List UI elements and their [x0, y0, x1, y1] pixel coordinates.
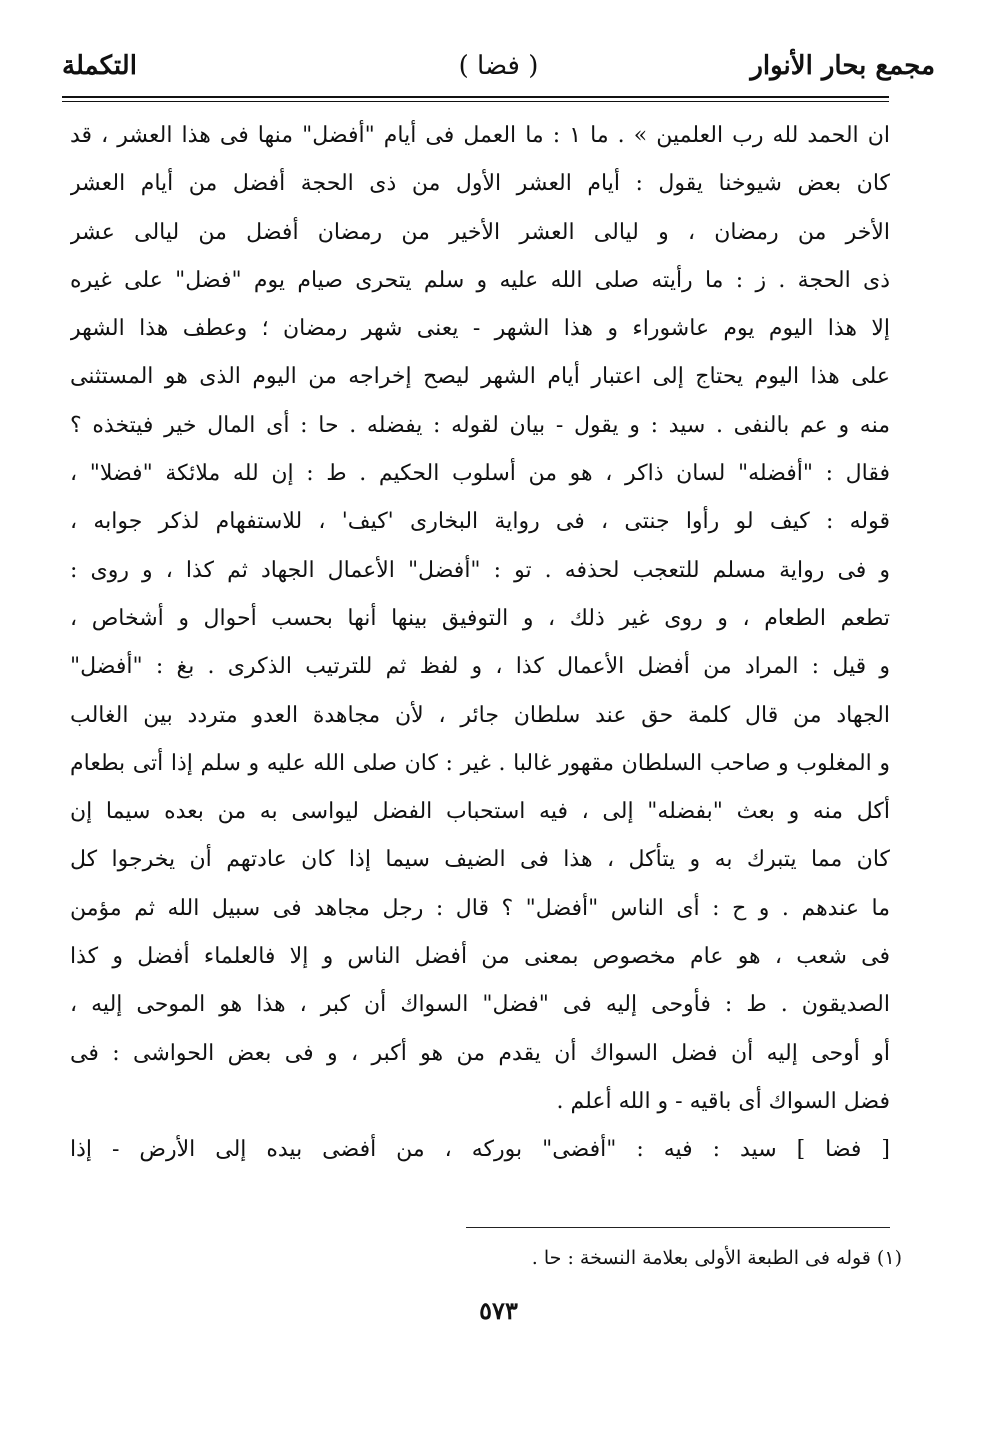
text-line: و فى رواية مسلم للتعجب لحذفه . تو : "أفضل" الأعمال الجهاد ثم كذا ، و روى :: [70, 557, 890, 583]
text-line: منه و عم بالنفى . سيد : و يقول - بيان لقوله : يفضله . حا : أى المال خير فيتخذه ؟: [70, 412, 890, 438]
text-line: كان مما يتبرك به و يتأكل ، هذا فى الضيف سيما إذا كان عادتهم أن يخرجوا كل: [70, 847, 890, 873]
text-line: ذى الحجة . ز : ما رأيته صلى الله عليه و سلم يتحرى صيام يوم "فضل" على غيره: [70, 267, 890, 293]
footnote-rule: [466, 1227, 890, 1228]
section-title: التكملة: [62, 51, 137, 81]
text-line: ما عندهم . و ح : أى الناس "أفضل" ؟ قال : رجل مجاهد فى سبيل الله ثم مؤمن: [70, 895, 890, 921]
running-head: [62, 44, 935, 88]
text-line: تطعم الطعام ، و روى غير ذلك ، و التوفيق بينها أنها بحسب أحوال و أشخاص ،: [70, 605, 890, 631]
text-line: على هذا اليوم يحتاج إلى اعتبار أيام الشهر ليصح إخراجه من اليوم الذى هو المستثنى: [70, 364, 890, 390]
book-title: مجمع بحار الأنوار: [750, 51, 935, 81]
body-text: [70, 112, 890, 1175]
header-rule-thin: [62, 101, 889, 102]
footnote: (١) قوله فى الطبعة الأولى بعلامة النسخة : حا .: [531, 1247, 902, 1269]
text-line: قوله : كيف لو رأوا جنتى ، فى رواية البخارى 'كيف' ، للاستفهام لذكر جوابه ،: [70, 509, 890, 535]
text-line: ان الحمد لله رب العلمين » . ما ١ : ما العمل فى أيام "أفضل" منها فى هذا العشر ، قد: [70, 123, 890, 148]
text-line: و المغلوب و صاحب السلطان مقهور غالبا . غير : كان صلى الله عليه و سلم إذا أتى بطعام: [70, 750, 890, 776]
page-number: ٥٧٣: [479, 1296, 518, 1325]
text-line: فقال : "أفضله" لسان ذاكر ، هو من أسلوب الحكيم . ط : إن لله ملائكة "فضلا" ،: [70, 461, 890, 487]
text-line: فضل السواك أى باقيه - و الله أعلم .: [556, 1088, 890, 1114]
text-line: الأخر من رمضان ، و ليالى العشر الأخير من رمضان أفضل من ليالى عشر: [70, 219, 890, 245]
text-line: فى شعب ، هو عام مخصوص بمعنى من أفضل الناس و إلا فالعلماء أفضل و كذا: [70, 944, 890, 970]
header-rule-thick: [62, 96, 889, 98]
text-line: الجهاد من قال كلمة حق عند سلطان جائر ، لأن مجاهدة العدو متردد بين الغالب: [70, 702, 890, 728]
entry-heading: ( فضا ): [458, 51, 539, 81]
text-line: أو أوحى إليه أن فضل السواك أن يقدم من هو أكبر ، و فى بعض الحواشى : فى: [70, 1040, 890, 1066]
text-line: كان بعض شيوخنا يقول : أيام العشر الأول من ذى الحجة أفضل من أيام العشر: [70, 171, 890, 197]
text-line: و قيل : المراد من أفضل الأعمال كذا ، و لفظ ثم للترتيب الذكرى . بغ : "أفضل": [70, 654, 890, 680]
text-line: الصديقون . ط : فأوحى إليه فى "فضل" السواك أن كبر ، هذا هو الموحى إليه ،: [70, 992, 890, 1018]
text-line: إلا هذا اليوم يوم عاشوراء و هذا الشهر - يعنى شهر رمضان ؛ وعطف هذا الشهر: [70, 316, 890, 342]
text-line: [ فضا ] سيد : فيه : "أفضى" بوركه ، من أفضى بيده إلى الأرض - إذا: [70, 1137, 890, 1163]
text-line: أكل منه و بعث "بفضله" إلى ، فيه استحباب الفضل ليواسى به من بعده سيما إن: [70, 799, 890, 825]
